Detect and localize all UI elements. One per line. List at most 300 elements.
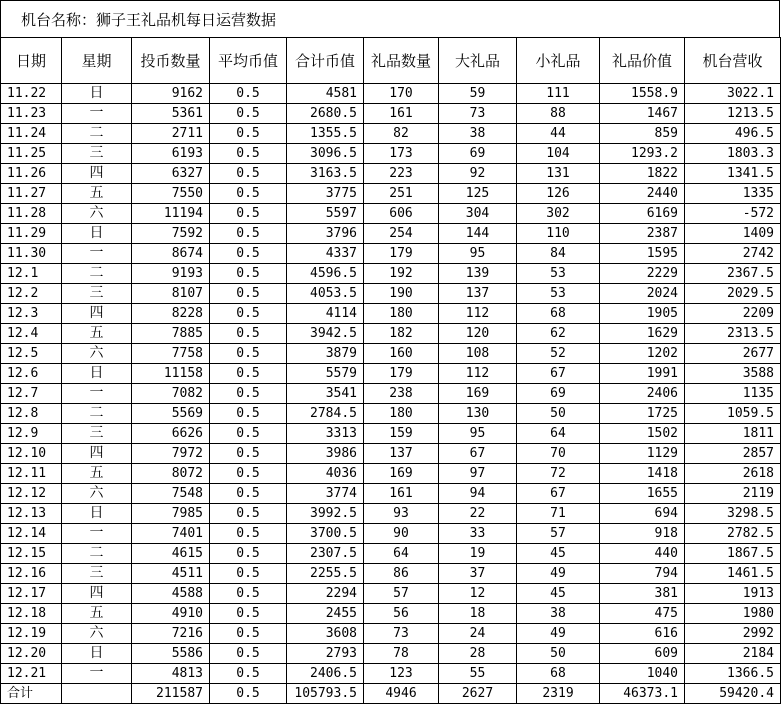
col-header-gift-value[interactable]: 礼品价值	[600, 38, 685, 84]
table-cell[interactable]: 7216	[132, 624, 210, 644]
table-cell[interactable]: 1595	[600, 244, 685, 264]
table-cell[interactable]: 2294	[287, 584, 364, 604]
table-cell[interactable]: 0.5	[210, 284, 287, 304]
table-cell[interactable]: 4036	[287, 464, 364, 484]
table-cell[interactable]: 5569	[132, 404, 210, 424]
table-cell[interactable]: 1409	[685, 224, 781, 244]
table-cell[interactable]: 11.28	[1, 204, 62, 224]
table-cell[interactable]: 1129	[600, 444, 685, 464]
table-cell[interactable]: 71	[517, 504, 600, 524]
table-cell[interactable]: 0.5	[210, 644, 287, 664]
col-header-coins[interactable]: 投币数量	[132, 38, 210, 84]
table-cell[interactable]: 五	[62, 464, 132, 484]
table-cell[interactable]: 1341.5	[685, 164, 781, 184]
table-cell[interactable]: 0.5	[210, 664, 287, 684]
col-header-revenue[interactable]: 机台营收	[685, 38, 781, 84]
table-cell[interactable]: 1655	[600, 484, 685, 504]
table-cell[interactable]: 三	[62, 424, 132, 444]
table-cell[interactable]: 794	[600, 564, 685, 584]
table-cell[interactable]: 616	[600, 624, 685, 644]
table-cell[interactable]: 0.5	[210, 184, 287, 204]
table-cell[interactable]: 2618	[685, 464, 781, 484]
table-cell[interactable]: 137	[439, 284, 517, 304]
total-cell[interactable]: 4946	[364, 684, 439, 704]
table-cell[interactable]: 12.13	[1, 504, 62, 524]
table-cell[interactable]: 0.5	[210, 604, 287, 624]
table-cell[interactable]: 12.4	[1, 324, 62, 344]
table-cell[interactable]: 12.17	[1, 584, 62, 604]
table-cell[interactable]: 3992.5	[287, 504, 364, 524]
table-cell[interactable]: 144	[439, 224, 517, 244]
table-cell[interactable]: 2742	[685, 244, 781, 264]
table-cell[interactable]: 日	[62, 504, 132, 524]
table-cell[interactable]: 53	[517, 284, 600, 304]
table-cell[interactable]: 2784.5	[287, 404, 364, 424]
table-cell[interactable]: 6626	[132, 424, 210, 444]
table-cell[interactable]: 1803.3	[685, 144, 781, 164]
table-cell[interactable]: 3986	[287, 444, 364, 464]
table-cell[interactable]: 2024	[600, 284, 685, 304]
table-cell[interactable]: 12.10	[1, 444, 62, 464]
total-cell[interactable]: 59420.4	[685, 684, 781, 704]
table-cell[interactable]: 33	[439, 524, 517, 544]
table-cell[interactable]: 11.27	[1, 184, 62, 204]
table-cell[interactable]: 11.29	[1, 224, 62, 244]
table-cell[interactable]: 日	[62, 644, 132, 664]
table-cell[interactable]: 496.5	[685, 124, 781, 144]
table-cell[interactable]: 12.1	[1, 264, 62, 284]
table-cell[interactable]: 38	[517, 604, 600, 624]
table-cell[interactable]: 7548	[132, 484, 210, 504]
table-cell[interactable]: 182	[364, 324, 439, 344]
table-cell[interactable]: 二	[62, 124, 132, 144]
table-cell[interactable]: 131	[517, 164, 600, 184]
table-cell[interactable]: 日	[62, 84, 132, 104]
table-cell[interactable]: 50	[517, 644, 600, 664]
table-cell[interactable]: 1822	[600, 164, 685, 184]
total-cell[interactable]: 2319	[517, 684, 600, 704]
table-cell[interactable]: 95	[439, 424, 517, 444]
table-cell[interactable]: 0.5	[210, 204, 287, 224]
table-cell[interactable]: 日	[62, 224, 132, 244]
table-cell[interactable]: 12.21	[1, 664, 62, 684]
table-cell[interactable]: 90	[364, 524, 439, 544]
table-cell[interactable]: 12.12	[1, 484, 62, 504]
table-cell[interactable]: 0.5	[210, 104, 287, 124]
table-cell[interactable]: 59	[439, 84, 517, 104]
table-cell[interactable]: 173	[364, 144, 439, 164]
table-cell[interactable]: 5579	[287, 364, 364, 384]
table-cell[interactable]: 475	[600, 604, 685, 624]
table-cell[interactable]: 12.11	[1, 464, 62, 484]
table-cell[interactable]: 日	[62, 364, 132, 384]
table-cell[interactable]: 11.26	[1, 164, 62, 184]
table-cell[interactable]: 84	[517, 244, 600, 264]
table-cell[interactable]: 11.23	[1, 104, 62, 124]
table-cell[interactable]: 0.5	[210, 424, 287, 444]
table-cell[interactable]: 1913	[685, 584, 781, 604]
table-cell[interactable]: 11.22	[1, 84, 62, 104]
table-cell[interactable]: 六	[62, 344, 132, 364]
table-cell[interactable]: 67	[517, 364, 600, 384]
table-cell[interactable]: 12.16	[1, 564, 62, 584]
table-cell[interactable]: 1202	[600, 344, 685, 364]
table-cell[interactable]: 1335	[685, 184, 781, 204]
table-cell[interactable]: -572	[685, 204, 781, 224]
table-cell[interactable]: 11.30	[1, 244, 62, 264]
table-cell[interactable]: 1558.9	[600, 84, 685, 104]
table-cell[interactable]: 0.5	[210, 84, 287, 104]
table-cell[interactable]: 0.5	[210, 444, 287, 464]
table-cell[interactable]: 3298.5	[685, 504, 781, 524]
table-cell[interactable]: 62	[517, 324, 600, 344]
table-cell[interactable]: 12.7	[1, 384, 62, 404]
table-cell[interactable]: 12.3	[1, 304, 62, 324]
table-cell[interactable]: 一	[62, 664, 132, 684]
table-cell[interactable]: 44	[517, 124, 600, 144]
col-header-date[interactable]: 日期	[1, 38, 62, 84]
table-cell[interactable]: 2255.5	[287, 564, 364, 584]
table-cell[interactable]: 一	[62, 104, 132, 124]
table-cell[interactable]: 88	[517, 104, 600, 124]
table-cell[interactable]: 二	[62, 404, 132, 424]
table-cell[interactable]: 4511	[132, 564, 210, 584]
table-cell[interactable]: 45	[517, 544, 600, 564]
table-cell[interactable]: 1213.5	[685, 104, 781, 124]
table-cell[interactable]: 5597	[287, 204, 364, 224]
table-cell[interactable]: 0.5	[210, 544, 287, 564]
table-cell[interactable]: 4114	[287, 304, 364, 324]
table-cell[interactable]: 7885	[132, 324, 210, 344]
table-cell[interactable]: 六	[62, 624, 132, 644]
table-cell[interactable]: 1355.5	[287, 124, 364, 144]
table-cell[interactable]: 304	[439, 204, 517, 224]
table-cell[interactable]: 11.24	[1, 124, 62, 144]
table-cell[interactable]: 160	[364, 344, 439, 364]
table-cell[interactable]: 1059.5	[685, 404, 781, 424]
table-cell[interactable]: 609	[600, 644, 685, 664]
table-cell[interactable]: 五	[62, 184, 132, 204]
table-cell[interactable]: 2782.5	[685, 524, 781, 544]
table-cell[interactable]: 0.5	[210, 264, 287, 284]
table-cell[interactable]: 0.5	[210, 484, 287, 504]
table-cell[interactable]: 7550	[132, 184, 210, 204]
table-cell[interactable]: 0.5	[210, 124, 287, 144]
table-cell[interactable]: 5586	[132, 644, 210, 664]
table-cell[interactable]: 223	[364, 164, 439, 184]
table-cell[interactable]: 180	[364, 404, 439, 424]
total-cell[interactable]: 105793.5	[287, 684, 364, 704]
table-cell[interactable]: 12.8	[1, 404, 62, 424]
table-cell[interactable]: 1418	[600, 464, 685, 484]
table-cell[interactable]: 0.5	[210, 144, 287, 164]
table-cell[interactable]: 18	[439, 604, 517, 624]
table-cell[interactable]: 3541	[287, 384, 364, 404]
table-cell[interactable]: 123	[364, 664, 439, 684]
table-cell[interactable]: 2119	[685, 484, 781, 504]
table-cell[interactable]: 7985	[132, 504, 210, 524]
table-cell[interactable]: 3775	[287, 184, 364, 204]
table-cell[interactable]: 49	[517, 564, 600, 584]
table-cell[interactable]: 1135	[685, 384, 781, 404]
table-cell[interactable]: 一	[62, 524, 132, 544]
table-cell[interactable]: 68	[517, 664, 600, 684]
table-cell[interactable]: 12	[439, 584, 517, 604]
table-cell[interactable]: 179	[364, 364, 439, 384]
table-cell[interactable]: 120	[439, 324, 517, 344]
table-cell[interactable]: 12.14	[1, 524, 62, 544]
table-cell[interactable]: 2029.5	[685, 284, 781, 304]
total-cell[interactable]: 46373.1	[600, 684, 685, 704]
table-cell[interactable]: 22	[439, 504, 517, 524]
table-cell[interactable]: 0.5	[210, 164, 287, 184]
table-cell[interactable]: 2793	[287, 644, 364, 664]
col-header-large-gifts[interactable]: 大礼品	[439, 38, 517, 84]
table-cell[interactable]: 70	[517, 444, 600, 464]
table-cell[interactable]: 8072	[132, 464, 210, 484]
table-cell[interactable]: 104	[517, 144, 600, 164]
table-cell[interactable]: 440	[600, 544, 685, 564]
table-cell[interactable]: 六	[62, 484, 132, 504]
table-cell[interactable]: 192	[364, 264, 439, 284]
table-cell[interactable]: 55	[439, 664, 517, 684]
table-cell[interactable]: 1461.5	[685, 564, 781, 584]
table-cell[interactable]: 四	[62, 304, 132, 324]
table-cell[interactable]: 73	[439, 104, 517, 124]
total-label[interactable]: 合计	[1, 684, 62, 704]
table-cell[interactable]: 12.9	[1, 424, 62, 444]
table-cell[interactable]: 918	[600, 524, 685, 544]
table-cell[interactable]: 53	[517, 264, 600, 284]
table-cell[interactable]: 2680.5	[287, 104, 364, 124]
table-cell[interactable]: 2406	[600, 384, 685, 404]
table-cell[interactable]: 7082	[132, 384, 210, 404]
table-cell[interactable]: 251	[364, 184, 439, 204]
table-cell[interactable]: 254	[364, 224, 439, 244]
table-cell[interactable]: 4053.5	[287, 284, 364, 304]
table-cell[interactable]: 0.5	[210, 404, 287, 424]
table-cell[interactable]: 302	[517, 204, 600, 224]
table-cell[interactable]: 4813	[132, 664, 210, 684]
table-cell[interactable]: 4588	[132, 584, 210, 604]
table-cell[interactable]: 238	[364, 384, 439, 404]
table-cell[interactable]: 94	[439, 484, 517, 504]
table-cell[interactable]: 3942.5	[287, 324, 364, 344]
table-cell[interactable]: 169	[439, 384, 517, 404]
table-cell[interactable]: 0.5	[210, 464, 287, 484]
table-cell[interactable]: 67	[517, 484, 600, 504]
table-cell[interactable]: 3608	[287, 624, 364, 644]
col-header-avg-coin-value[interactable]: 平均币值	[210, 38, 287, 84]
table-cell[interactable]: 52	[517, 344, 600, 364]
table-cell[interactable]: 四	[62, 584, 132, 604]
table-cell[interactable]: 7972	[132, 444, 210, 464]
table-cell[interactable]: 五	[62, 604, 132, 624]
table-cell[interactable]: 3774	[287, 484, 364, 504]
table-cell[interactable]: 0.5	[210, 304, 287, 324]
table-cell[interactable]: 6169	[600, 204, 685, 224]
table-cell[interactable]: 2184	[685, 644, 781, 664]
table-cell[interactable]: 37	[439, 564, 517, 584]
table-cell[interactable]: 1725	[600, 404, 685, 424]
table-cell[interactable]: 97	[439, 464, 517, 484]
table-cell[interactable]: 四	[62, 444, 132, 464]
table-cell[interactable]: 12.2	[1, 284, 62, 304]
table-cell[interactable]: 2313.5	[685, 324, 781, 344]
table-cell[interactable]: 139	[439, 264, 517, 284]
table-cell[interactable]: 2367.5	[685, 264, 781, 284]
table-cell[interactable]: 二	[62, 544, 132, 564]
table-cell[interactable]: 二	[62, 264, 132, 284]
table-cell[interactable]: 11.25	[1, 144, 62, 164]
table-cell[interactable]: 45	[517, 584, 600, 604]
table-cell[interactable]: 一	[62, 244, 132, 264]
table-cell[interactable]: 0.5	[210, 364, 287, 384]
table-cell[interactable]: 5361	[132, 104, 210, 124]
table-cell[interactable]: 6327	[132, 164, 210, 184]
table-cell[interactable]: 82	[364, 124, 439, 144]
table-cell[interactable]: 9193	[132, 264, 210, 284]
table-cell[interactable]: 12.5	[1, 344, 62, 364]
table-cell[interactable]: 3700.5	[287, 524, 364, 544]
table-cell[interactable]: 137	[364, 444, 439, 464]
table-cell[interactable]: 86	[364, 564, 439, 584]
table-cell[interactable]: 一	[62, 384, 132, 404]
table-cell[interactable]: 2857	[685, 444, 781, 464]
table-cell[interactable]: 三	[62, 144, 132, 164]
col-header-gift-count[interactable]: 礼品数量	[364, 38, 439, 84]
table-cell[interactable]: 12.6	[1, 364, 62, 384]
table-cell[interactable]: 0.5	[210, 504, 287, 524]
table-cell[interactable]: 3796	[287, 224, 364, 244]
table-cell[interactable]: 三	[62, 284, 132, 304]
table-cell[interactable]: 1980	[685, 604, 781, 624]
table-cell[interactable]: 3096.5	[287, 144, 364, 164]
table-cell[interactable]: 4337	[287, 244, 364, 264]
table-cell[interactable]: 六	[62, 204, 132, 224]
table-cell[interactable]: 112	[439, 304, 517, 324]
table-cell[interactable]: 159	[364, 424, 439, 444]
table-cell[interactable]: 4615	[132, 544, 210, 564]
table-cell[interactable]: 12.18	[1, 604, 62, 624]
table-cell[interactable]: 四	[62, 164, 132, 184]
table-cell[interactable]: 6193	[132, 144, 210, 164]
total-cell[interactable]: 2627	[439, 684, 517, 704]
table-cell[interactable]: 2677	[685, 344, 781, 364]
table-cell[interactable]: 1905	[600, 304, 685, 324]
table-cell[interactable]: 1467	[600, 104, 685, 124]
table-cell[interactable]: 五	[62, 324, 132, 344]
table-cell[interactable]: 3163.5	[287, 164, 364, 184]
table-cell[interactable]: 3022.1	[685, 84, 781, 104]
table-cell[interactable]: 170	[364, 84, 439, 104]
table-cell[interactable]: 9162	[132, 84, 210, 104]
table-cell[interactable]: 1629	[600, 324, 685, 344]
table-cell[interactable]: 12.15	[1, 544, 62, 564]
table-cell[interactable]: 126	[517, 184, 600, 204]
table-cell[interactable]: 28	[439, 644, 517, 664]
table-cell[interactable]: 19	[439, 544, 517, 564]
table-cell[interactable]: 2440	[600, 184, 685, 204]
table-cell[interactable]: 0.5	[210, 244, 287, 264]
table-cell[interactable]: 0.5	[210, 524, 287, 544]
table-cell[interactable]: 4910	[132, 604, 210, 624]
table-cell[interactable]: 8674	[132, 244, 210, 264]
table-cell[interactable]: 381	[600, 584, 685, 604]
table-cell[interactable]: 606	[364, 204, 439, 224]
table-cell[interactable]: 12.20	[1, 644, 62, 664]
table-cell[interactable]: 0.5	[210, 344, 287, 364]
table-cell[interactable]: 95	[439, 244, 517, 264]
table-cell[interactable]: 1811	[685, 424, 781, 444]
table-cell[interactable]: 67	[439, 444, 517, 464]
table-cell[interactable]: 7592	[132, 224, 210, 244]
table-cell[interactable]: 3588	[685, 364, 781, 384]
table-cell[interactable]: 7758	[132, 344, 210, 364]
table-cell[interactable]: 169	[364, 464, 439, 484]
table-cell[interactable]: 7401	[132, 524, 210, 544]
table-cell[interactable]: 49	[517, 624, 600, 644]
table-cell[interactable]: 179	[364, 244, 439, 264]
table-cell[interactable]: 0.5	[210, 324, 287, 344]
total-cell[interactable]: 211587	[132, 684, 210, 704]
table-cell[interactable]: 12.19	[1, 624, 62, 644]
table-cell[interactable]: 125	[439, 184, 517, 204]
table-cell[interactable]: 108	[439, 344, 517, 364]
table-cell[interactable]: 2992	[685, 624, 781, 644]
col-header-weekday[interactable]: 星期	[62, 38, 132, 84]
table-cell[interactable]: 0.5	[210, 624, 287, 644]
table-cell[interactable]: 130	[439, 404, 517, 424]
table-cell[interactable]: 180	[364, 304, 439, 324]
table-cell[interactable]: 78	[364, 644, 439, 664]
table-cell[interactable]: 69	[517, 384, 600, 404]
table-cell[interactable]: 859	[600, 124, 685, 144]
table-cell[interactable]: 2711	[132, 124, 210, 144]
table-cell[interactable]: 24	[439, 624, 517, 644]
table-cell[interactable]: 11158	[132, 364, 210, 384]
table-cell[interactable]: 1293.2	[600, 144, 685, 164]
table-cell[interactable]: 161	[364, 104, 439, 124]
table-cell[interactable]: 57	[364, 584, 439, 604]
table-cell[interactable]: 68	[517, 304, 600, 324]
table-cell[interactable]: 1867.5	[685, 544, 781, 564]
table-cell[interactable]: 50	[517, 404, 600, 424]
table-cell[interactable]: 1991	[600, 364, 685, 384]
col-header-small-gifts[interactable]: 小礼品	[517, 38, 600, 84]
table-cell[interactable]: 112	[439, 364, 517, 384]
table-cell[interactable]: 111	[517, 84, 600, 104]
table-cell[interactable]: 8228	[132, 304, 210, 324]
table-cell[interactable]: 190	[364, 284, 439, 304]
table-cell[interactable]: 3313	[287, 424, 364, 444]
table-cell[interactable]: 1502	[600, 424, 685, 444]
table-cell[interactable]: 2455	[287, 604, 364, 624]
table-cell[interactable]: 694	[600, 504, 685, 524]
total-cell[interactable]: 0.5	[210, 684, 287, 704]
table-cell[interactable]: 161	[364, 484, 439, 504]
table-cell[interactable]: 64	[517, 424, 600, 444]
table-cell[interactable]: 93	[364, 504, 439, 524]
table-cell[interactable]: 110	[517, 224, 600, 244]
table-cell[interactable]: 2387	[600, 224, 685, 244]
table-cell[interactable]: 三	[62, 564, 132, 584]
table-cell[interactable]: 11194	[132, 204, 210, 224]
table-cell[interactable]: 2406.5	[287, 664, 364, 684]
table-cell[interactable]: 56	[364, 604, 439, 624]
table-cell[interactable]: 0.5	[210, 224, 287, 244]
table-cell[interactable]: 57	[517, 524, 600, 544]
